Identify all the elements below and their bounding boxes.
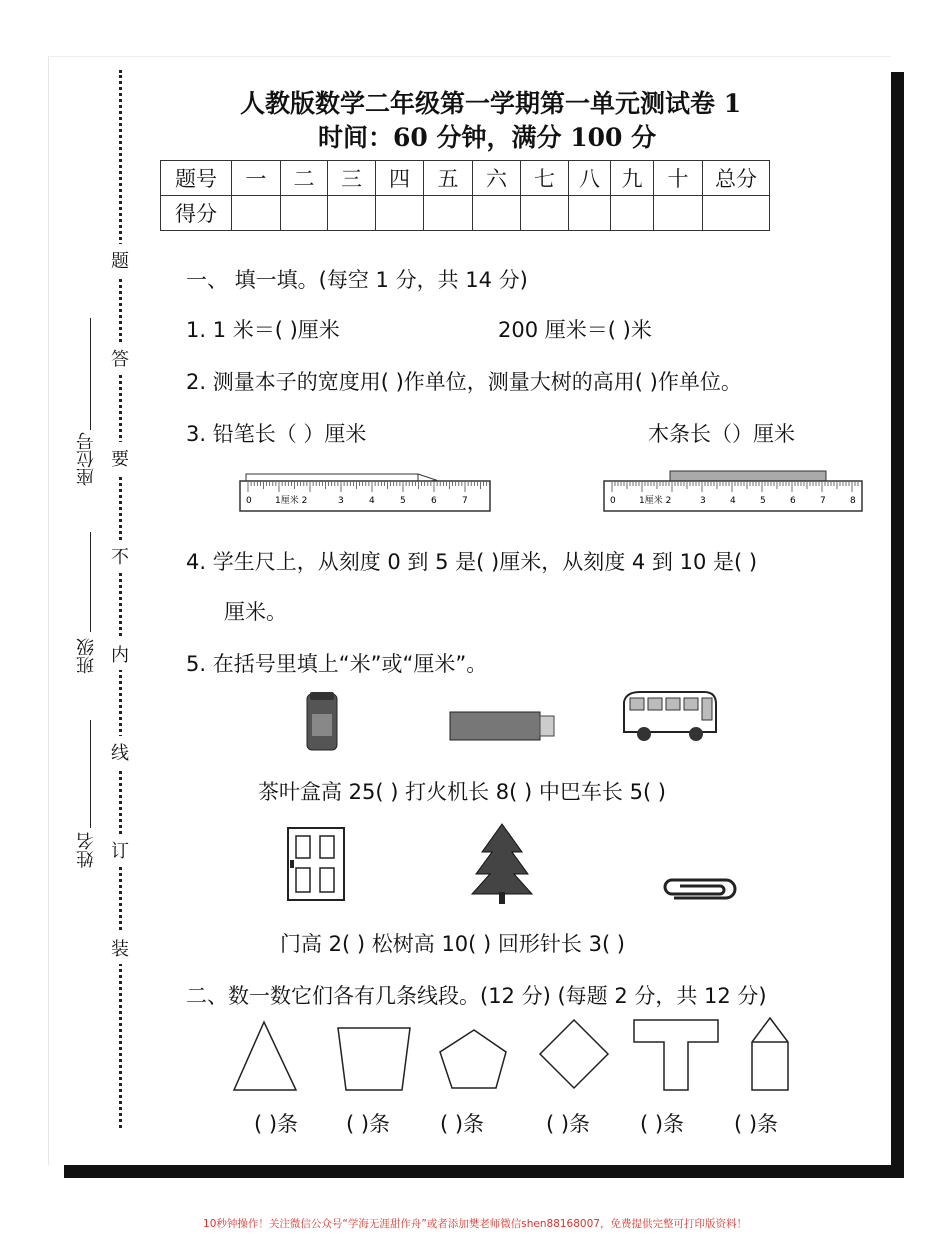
score-table: [160, 160, 770, 231]
name-label: 姓名: [76, 832, 97, 868]
score-header-cell: 三: [328, 161, 376, 196]
paperclip-icon: [660, 876, 740, 904]
page-subtitle: 时间：60 分钟，满分 100 分: [318, 123, 657, 152]
score-cell[interactable]: [281, 196, 328, 231]
ruler-tick-label: 4: [730, 496, 736, 506]
diamond-icon: [540, 1020, 608, 1088]
page-shadow-bottom: [64, 1164, 904, 1178]
ruler-tick-label: 1厘米 2: [275, 496, 308, 506]
score-cell[interactable]: [569, 196, 611, 231]
shape-answer-4[interactable]: ( )条: [546, 1112, 591, 1136]
shape-answer-6[interactable]: ( )条: [734, 1112, 779, 1136]
binding-char-2: 答: [110, 342, 130, 374]
score-header-cell: 六: [473, 161, 521, 196]
question-4-line2: 厘米。: [224, 600, 287, 624]
lighter-icon: [448, 706, 560, 746]
question-3a: 3. 铅笔长（ ）厘米: [186, 422, 367, 446]
score-header-cell: 八: [569, 161, 611, 196]
binding-char-7: 订: [110, 834, 130, 866]
binding-char-5: 内: [110, 638, 130, 670]
question-1a: 1. 1 米＝( )厘米: [186, 318, 340, 342]
ruler-tick-label: 5: [400, 496, 406, 506]
minibus-icon: [620, 688, 720, 744]
question-3b: 木条长（）厘米: [648, 422, 795, 446]
score-cell[interactable]: [424, 196, 473, 231]
score-header-cell: 九: [611, 161, 654, 196]
score-row-label: 得分: [161, 196, 232, 231]
page-title: 人教版数学二年级第一学期第一单元测试卷 1: [240, 89, 742, 118]
ruler-tick-label: 3: [338, 496, 344, 506]
question-5-row2: 门高 2( ) 松树高 10( ) 回形针长 3( ): [280, 932, 626, 956]
score-cell[interactable]: [521, 196, 569, 231]
score-cell[interactable]: [611, 196, 654, 231]
ruler-tick-label: 4: [369, 496, 375, 506]
ruler-tick-label: 0: [246, 496, 252, 506]
binding-char-1: 题: [110, 244, 130, 276]
score-cell[interactable]: [232, 196, 281, 231]
shape-answer-2[interactable]: ( )条: [346, 1112, 391, 1136]
question-5-row1: 茶叶盒高 25( ) 打火机长 8( ) 中巴车长 5( ): [258, 780, 667, 804]
ruler-tick-label: 7: [462, 496, 468, 506]
ruler-tick-label: 5: [760, 496, 766, 506]
door-icon: [286, 826, 346, 902]
score-header-cell: 十: [654, 161, 703, 196]
score-header-cell: 五: [424, 161, 473, 196]
seat-number-blank[interactable]: [90, 318, 91, 430]
score-cell[interactable]: [654, 196, 703, 231]
class-label: 班级: [76, 638, 97, 674]
seat-number-label: 座位号: [76, 432, 97, 486]
binding-char-4: 不: [110, 540, 130, 572]
section2-heading: 二、数一数它们各有几条线段。(12 分) (每题 2 分，共 12 分): [186, 984, 767, 1008]
page-shadow-right: [890, 72, 904, 1178]
tea-caddy-icon: [302, 690, 342, 754]
score-header-cell: 四: [376, 161, 424, 196]
score-cell[interactable]: [703, 196, 770, 231]
score-cell[interactable]: [328, 196, 376, 231]
binding-char-3: 要: [110, 442, 130, 474]
score-table-header-row: [161, 161, 770, 196]
ruler-tick-label: 6: [431, 496, 437, 506]
score-header-cell: 七: [521, 161, 569, 196]
score-header-cell: 一: [232, 161, 281, 196]
house-shape-icon: [752, 1018, 788, 1090]
score-header-cell: 二: [281, 161, 328, 196]
pentagon-icon: [440, 1030, 506, 1088]
ruler-tick-label: 3: [700, 496, 706, 506]
trapezoid-icon: [338, 1028, 410, 1090]
ruler-with-wood-strip: [602, 468, 866, 516]
t-shape-icon: [634, 1020, 718, 1090]
score-table-score-row: [161, 196, 770, 231]
triangle-icon: [234, 1022, 296, 1090]
score-cell[interactable]: [376, 196, 424, 231]
score-header-cell: 总分: [703, 161, 770, 196]
shapes-row: [230, 1016, 790, 1096]
shape-answer-3[interactable]: ( )条: [440, 1112, 485, 1136]
binding-char-6: 线: [110, 736, 130, 768]
binding-char-8: 装: [110, 932, 130, 964]
ruler-tick-label: 1厘米 2: [639, 496, 672, 506]
ruler-tick-label: 7: [820, 496, 826, 506]
name-blank[interactable]: [90, 720, 91, 828]
ruler-tick-label: 8: [850, 496, 856, 506]
ruler-with-pencil: [238, 468, 494, 516]
question-2: 2. 测量本子的宽度用( )作单位，测量大树的高用( )作单位。: [186, 370, 742, 394]
pine-tree-icon: [470, 822, 534, 906]
shape-answer-1[interactable]: ( )条: [254, 1112, 299, 1136]
score-cell[interactable]: [473, 196, 521, 231]
question-5: 5. 在括号里填上“米”或“厘米”。: [186, 652, 488, 676]
section1-heading: 一、 填一填。(每空 1 分，共 14 分): [186, 268, 528, 292]
ruler-tick-label: 6: [790, 496, 796, 506]
ruler-tick-label: 0: [610, 496, 616, 506]
shape-answer-5[interactable]: ( )条: [640, 1112, 685, 1136]
question-1b: 200 厘米＝( )米: [498, 318, 652, 342]
footer-promo-text: 10秒钟操作！关注微信公众号“学海无涯甜作舟”或者添加樊老师微信shen88168007，免费提供完整可打印版资料！: [203, 1218, 747, 1230]
binding-dotted-line: [119, 70, 122, 1128]
score-header-cell: 题号: [161, 161, 232, 196]
class-blank[interactable]: [90, 532, 91, 632]
question-4-line1: 4. 学生尺上，从刻度 0 到 5 是( )厘米，从刻度 4 到 10 是( ): [186, 550, 758, 574]
